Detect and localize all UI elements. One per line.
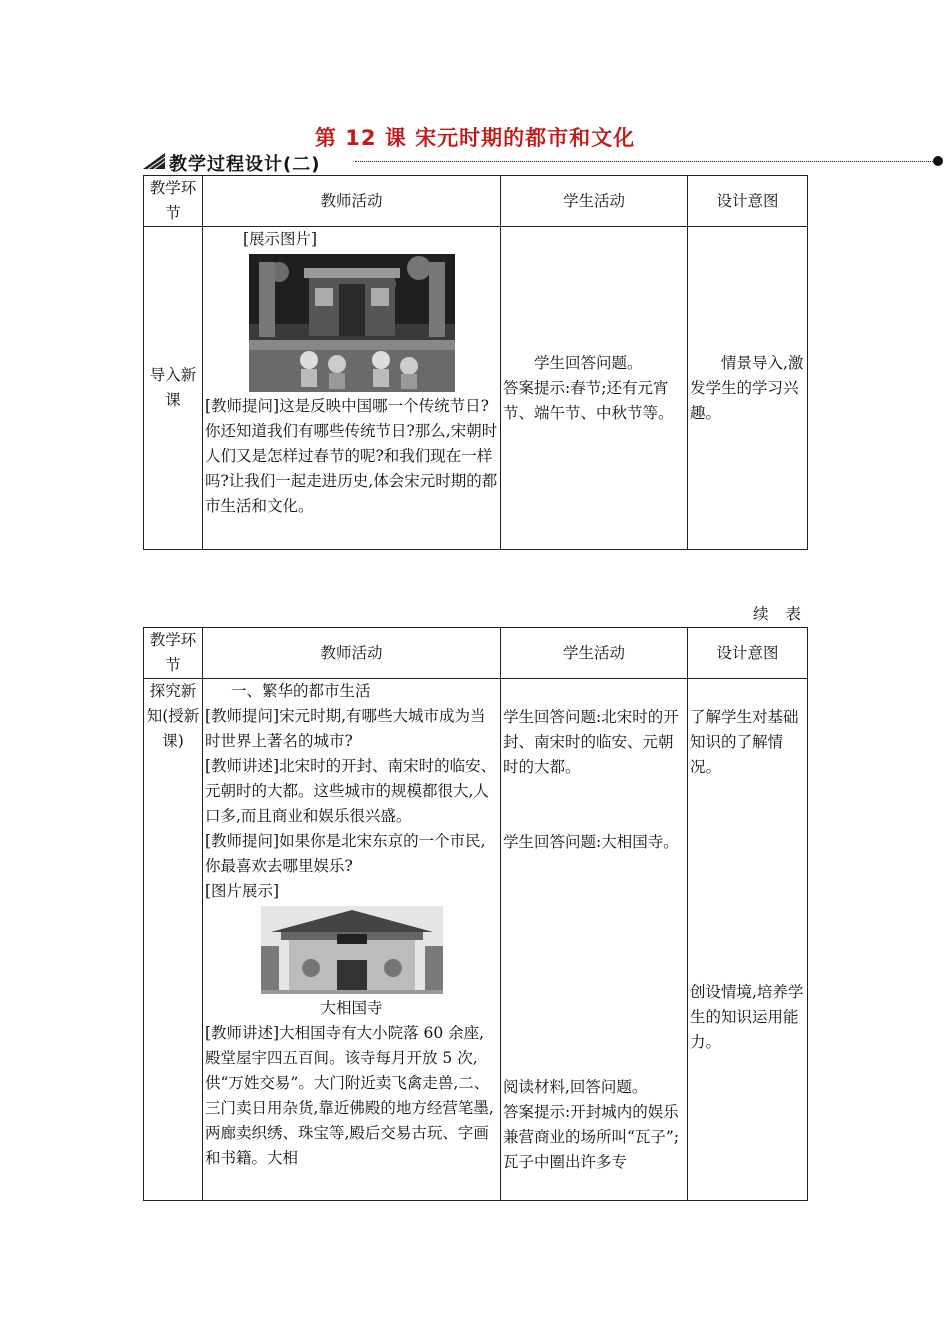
teacher-question-2: [教师提问]如果你是北宋东京的一个市民,你最喜欢去哪里娱乐? [205, 832, 486, 875]
header-intent: 设计意图 [688, 628, 808, 679]
header-intent: 设计意图 [688, 176, 808, 227]
design-intent-2: 创设情境,培养学生的知识运用能力。 [690, 983, 804, 1051]
bullet-dot-icon [933, 156, 943, 166]
student-answer-4: 答案提示:开封城内的娱乐兼营商业的场所叫“瓦子”;瓦子中圈出许多专 [503, 1103, 680, 1171]
student-activity-cell [501, 227, 688, 550]
student-answer-2: 学生回答问题:大相国寺。 [503, 833, 679, 851]
header-student: 学生活动 [501, 176, 688, 227]
header-stage: 教学环节 [144, 628, 203, 679]
stage-cell: 探究新知(授新课) [144, 679, 203, 1201]
lesson-table-2 [143, 627, 808, 1201]
teacher-activity-cell [203, 227, 501, 550]
daxiangguo-temple-image [261, 906, 443, 994]
header-teacher: 教师活动 [203, 628, 501, 679]
section-heading: 教学过程设计(二) [169, 154, 321, 175]
header-stage: 教学环节 [144, 176, 203, 227]
header-teacher: 教师活动 [203, 176, 501, 227]
student-answer-1: 学生回答问题:北宋时的开封、南宋时的临安、元朝时的大都。 [503, 708, 679, 776]
teacher-talk-2: [教师讲述]大相国寺有大小院落 60 余座,殿堂屋宇四五百间。该寺每月开放 5 次,供“万姓交易”。大门附近卖飞禽走兽,二、三门卖日用杂货,靠近佛殿的地方经营笔墨,两廊卖织绣、珠宝等,殿后交易古玩、字画和书籍。大相 [205, 1024, 494, 1167]
section-title: 一、繁华的都市生活 [231, 682, 371, 700]
section-heading-bar [143, 150, 943, 174]
stage-cell: 导入新课 [144, 227, 203, 550]
teacher-question-1: [教师提问]宋元时期,有哪些大城市成为当时世界上著名的城市? [205, 707, 486, 750]
spring-festival-image [249, 254, 455, 392]
teacher-activity-cell [203, 679, 501, 1201]
student-answer-3: 阅读材料,回答问题。 [503, 1078, 648, 1096]
image-tag: [图片展示] [205, 882, 280, 900]
student-activity-cell [501, 679, 688, 1201]
header-student: 学生活动 [501, 628, 688, 679]
design-intent-cell: 情景导入,激发学生的学习兴趣。 [688, 227, 808, 550]
image-tag: [展示图片] [243, 230, 318, 248]
triangle-icon [143, 153, 165, 169]
design-intent-cell [688, 679, 808, 1201]
continued-label: 续 表 [753, 605, 807, 623]
teacher-talk-1: [教师讲述]北宋时的开封、南宋时的临安、元朝时的大都。这些城市的规模都很大,人口多,而且商业和娱乐很兴盛。 [205, 757, 497, 825]
dotted-divider [355, 161, 935, 162]
student-line-1: 学生回答问题。 [534, 353, 643, 372]
image-caption: 大相国寺 [320, 999, 383, 1017]
lesson-table-1 [143, 175, 808, 550]
design-intent-1: 了解学生对基础知识的了解情况。 [690, 708, 799, 776]
teacher-question-text: [教师提问]这是反映中国哪一个传统节日?你还知道我们有哪些传统节日?那么,宋朝时人们又是怎样过春节的呢?和我们现在一样吗?让我们一起走进历史,体会宋元时期的都市生活和文化。 [205, 397, 498, 515]
lesson-title: 第 12 课 宋元时期的都市和文化 [314, 126, 636, 150]
student-line-2: 答案提示:春节;还有元宵节、端午节、中秋节等。 [503, 378, 674, 422]
